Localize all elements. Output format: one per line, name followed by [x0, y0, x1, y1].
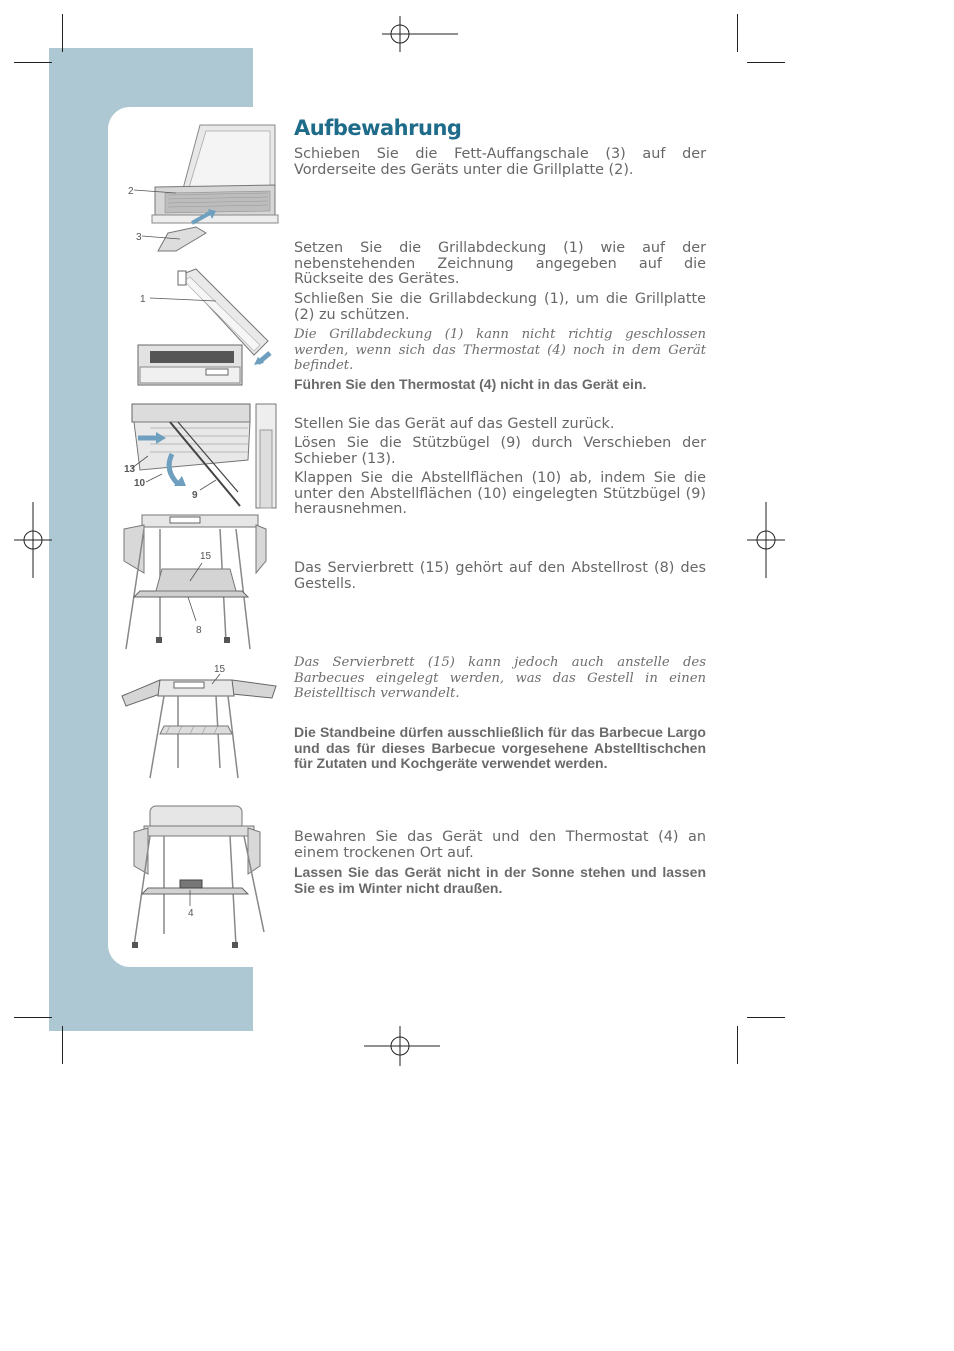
label-cover: 1 [140, 294, 146, 305]
label-tray: 3 [136, 232, 142, 243]
illustration-side-table [120, 660, 280, 785]
registration-mark-right [747, 502, 785, 578]
paragraph-serving-board: Das Servierbrett (15) gehört auf den Abstellrost (8) des Gestells. [294, 560, 706, 592]
label-board-table: 15 [214, 664, 226, 675]
paragraph-place-cover: Setzen Sie die Grillabdeckung (1) wie auf der nebenstehenden Zeichnung angegeben auf die Rückseite des Gerätes. [294, 240, 706, 287]
paragraph-storage-dry: Bewahren Sie das Gerät und den Thermostat (4) an einem trockenen Ort auf. [294, 829, 706, 861]
label-plate: 2 [128, 186, 134, 197]
paragraph-release-brackets: Lösen Sie die Stützbügel (9) durch Verschieben der Schieber (13). [294, 435, 706, 467]
warning-sun-winter: Lassen Sie das Gerät nicht in der Sonne stehen und lassen Sie es im Winter nicht draußen. [294, 864, 706, 896]
paragraph-drip-tray: Schieben Sie die Fett-Auffangschale (3) auf der Vorderseite des Geräts unter die Grillplatte (2). [294, 146, 706, 178]
page-title: Aufbewahrung [294, 116, 462, 140]
illustration-serving-board [120, 513, 280, 653]
illustration-drip-tray [120, 115, 280, 265]
illustration-fold-shelves [120, 400, 280, 510]
label-board: 15 [200, 551, 212, 562]
registration-mark-left [14, 502, 52, 578]
illustration-storage [120, 802, 280, 954]
label-bracket: 9 [192, 490, 198, 501]
note-side-table: Das Servierbrett (15) kann jedoch auch anstelle des Barbecues eingelegt werden, was das Gestell in einen Beistelltisch verwandelt. [294, 655, 706, 701]
paragraph-fold-shelves: Klappen Sie die Abstellflächen (10) ab, indem Sie die unter den Abstellflächen (10) eingelegten Stützbügel (9) herausnehmen. [294, 470, 706, 517]
warning-thermostat: Führen Sie den Thermostat (4) nicht in das Gerät ein. [294, 376, 647, 392]
label-slider: 13 [124, 464, 136, 475]
note-thermostat-inside: Die Grillabdeckung (1) kann nicht richtig geschlossen werden, wenn sich das Thermostat (4) noch in dem Gerät befindet. [294, 327, 706, 373]
paragraph-close-cover: Schließen Sie die Grillabdeckung (1), um die Grillplatte (2) zu schützen. [294, 291, 706, 323]
label-thermostat: 4 [188, 908, 194, 919]
registration-mark-bottom [364, 1026, 440, 1066]
label-shelf: 10 [134, 478, 146, 489]
warning-legs-use: Die Standbeine dürfen ausschließlich für das Barbecue Largo und das für dieses Barbecue vorgesehene Abstelltischchen für Zutaten und Kochgeräte verwendet werden. [294, 724, 706, 771]
label-rack: 8 [196, 625, 202, 636]
illustration-cover [120, 265, 280, 395]
registration-mark-top [382, 16, 458, 52]
paragraph-return-to-stand: Stellen Sie das Gerät auf das Gestell zurück. [294, 416, 615, 432]
